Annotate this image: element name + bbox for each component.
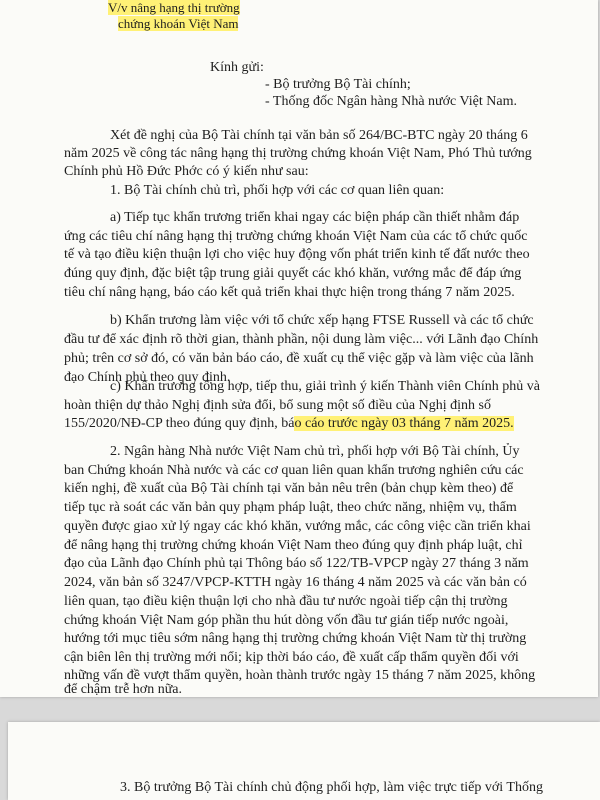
intro-line: năm 2025 về công tác nâng hạng thị trường chứng khoán Việt Nam, Phó Thủ tướng <box>64 146 532 161</box>
item-2-line: quyền được giao xử lý ngay các khó khăn, vướng mắc, các công việc cần triển khai <box>64 519 531 534</box>
item-3-line: 3. Bộ trưởng Bộ Tài chính chủ động phối hợp, làm việc trực tiếp với Thống <box>120 780 543 795</box>
subject-line-2: chứng khoán Việt Nam <box>118 16 239 31</box>
item-1c-line: hoàn thiện dự thảo Nghị định sửa đổi, bổ sung một số điều của Nghị định số <box>64 398 491 413</box>
item-1a-line: tế và tạo điều kiện thuận lợi cho việc huy động vốn phát triển kinh tế đất nước theo <box>64 247 530 262</box>
item-2-line: 2024, văn bản số 3247/VPCP-KTTH ngày 16 tháng 4 năm 2025 và các văn bản có <box>64 575 527 590</box>
item-2-line: ban Chứng khoán Nhà nước và các cơ quan liên quan khẩn trương nghiên cứu các <box>64 463 524 478</box>
item-2-line: chứng khoán Việt Nam góp phần thu hút dòng vốn đầu tư gián tiếp nước ngoài, <box>64 613 509 628</box>
item-2-line: để chậm trễ hơn nữa. <box>64 682 183 697</box>
item-2-line: những vấn đề vượt thẩm quyền, hoàn thành trước ngày 15 tháng 7 năm 2025, không <box>64 668 536 683</box>
item-1b-line: đạo Chính phủ theo quy định. <box>64 370 231 385</box>
item-2-line: kiến nghị, đề xuất của Bộ Tài chính tại văn bản nêu trên (bản chụp kèm theo) để <box>64 481 514 496</box>
greeting-label: Kính gửi: <box>210 60 264 75</box>
item-1a-line: a) Tiếp tục khẩn trương triển khai ngay các biện pháp cần thiết nhằm đáp <box>110 210 520 225</box>
item-2-line: hướng tới mục tiêu sớm nâng hạng thị trường chứng khoán Việt Nam từ thị trường <box>64 631 527 646</box>
recipient-finance-minister: - Bộ trưởng Bộ Tài chính; <box>265 77 411 92</box>
item-1-heading: 1. Bộ Tài chính chủ trì, phối hợp với các cơ quan liên quan: <box>110 183 445 198</box>
recipient-state-bank-governor: - Thống đốc Ngân hàng Nhà nước Việt Nam. <box>265 94 517 109</box>
item-1c-line: c) Khẩn trương tổng hợp, tiếp thu, giải trình ý kiến Thành viên Chính phủ và <box>110 379 541 394</box>
item-2-line: cận biên lên thị trường mới nổi; kịp thời báo cáo, đề xuất cấp thẩm quyền đối với <box>64 650 519 665</box>
item-1a-line: tiêu chí nâng hạng, báo cáo kết quả triển khai thực hiện trong tháng 7 năm 2025. <box>64 285 515 300</box>
subject-line-1: V/v nâng hạng thị trường <box>108 0 240 15</box>
item-1a-line: ứng các tiêu chí nâng hạng thị trường chứng khoán Việt Nam của các tổ chức quốc <box>64 229 528 244</box>
item-1b-line: b) Khẩn trương làm việc với tổ chức xếp hạng FTSE Russell và các tổ chức <box>110 313 534 328</box>
item-2-line: đạo của Lãnh đạo Chính phủ tại Thông báo số 122/TB-VPCP ngày 27 tháng 3 năm <box>64 556 529 571</box>
item-2-line: để nâng hạng thị trường chứng khoán Việt Nam theo đúng quy định pháp luật, chỉ <box>64 538 523 553</box>
intro-line: Xét đề nghị của Bộ Tài chính tại văn bản số 264/BC-BTC ngày 20 tháng 6 <box>110 128 528 143</box>
intro-line: Chính phủ Hồ Đức Phớc có ý kiến như sau: <box>64 164 309 179</box>
item-2-line: 2. Ngân hàng Nhà nước Việt Nam chủ trì, phối hợp với Bộ Tài chính, Ủy <box>110 444 520 459</box>
document-page-2 <box>8 722 600 800</box>
deadline-highlight: o cáo trước ngày 03 tháng 7 năm 2025. <box>294 416 514 431</box>
item-2-line: tiếp tục rà soát các văn bản quy phạm pháp luật, theo chức năng, nhiệm vụ, thẩm <box>64 500 517 515</box>
item-1a-line: đúng quy định, đặc biệt tập trung giải quyết các khó khăn, vướng mắc để đáp ứng <box>64 266 522 281</box>
item-1b-line: đầu tư để xác định rõ thời gian, thành phần, nội dung làm việc... với Lãnh đạo Chính <box>64 332 539 347</box>
item-1b-line: phủ; trên cơ sở đó, có văn bản báo cáo, đề xuất cụ thể việc gặp và làm việc của lãnh <box>64 351 534 366</box>
item-2-line: liên quan, tạo điều kiện thuận lợi cho nhà đầu tư nước ngoài tiếp cận thị trường <box>64 594 508 609</box>
item-1c-deadline-line: 155/2020/NĐ-CP theo đúng quy định, báo cáo trước ngày 03 tháng 7 năm 2025. <box>64 416 514 431</box>
